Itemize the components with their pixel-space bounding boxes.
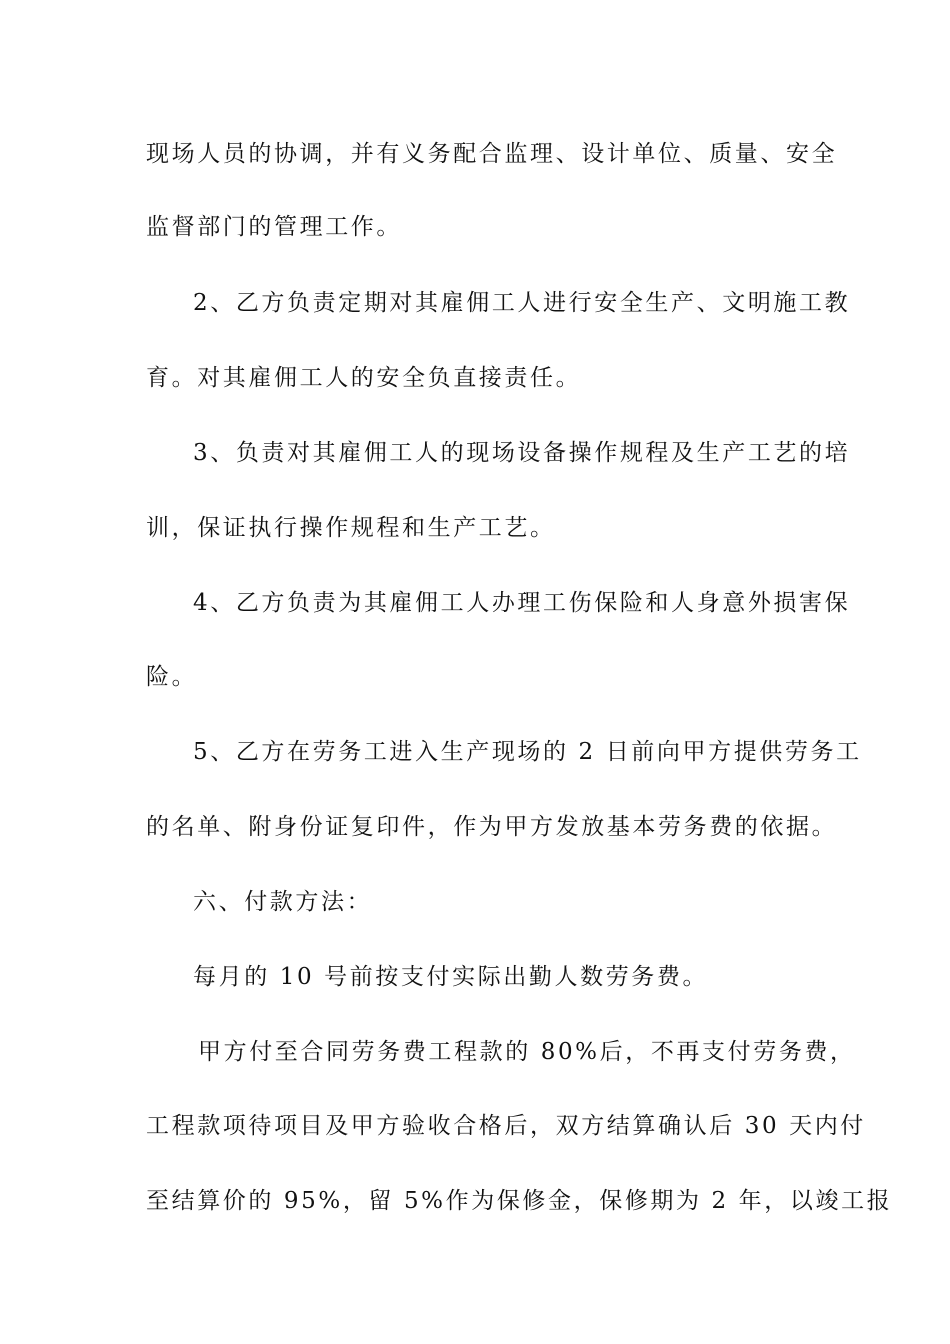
paragraph-line: 险。 (146, 664, 198, 690)
paragraph-line: 监督部门的管理工作。 (146, 214, 402, 240)
paragraph-line: 至结算价的 95%，留 5%作为保修金，保修期为 2 年，以竣工报 (146, 1188, 893, 1214)
paragraph-line: 工程款项待项目及甲方验收合格后，双方结算确认后 30 天内付 (146, 1113, 866, 1139)
paragraph-line: 2、乙方负责定期对其雇佣工人进行安全生产、文明施工教 (193, 290, 851, 316)
paragraph-line: 甲方付至合同劳务费工程款的 80%后，不再支付劳务费， (198, 1039, 856, 1065)
paragraph-line: 的名单、附身份证复印件，作为甲方发放基本劳务费的依据。 (146, 814, 838, 840)
paragraph-line: 5、乙方在劳务工进入生产现场的 2 日前向甲方提供劳务工 (193, 739, 862, 765)
paragraph-line: 每月的 10 号前按支付实际出勤人数劳务费。 (193, 964, 709, 990)
paragraph-line: 训，保证执行操作规程和生产工艺。 (146, 515, 556, 541)
paragraph-line: 育。对其雇佣工人的安全负直接责任。 (146, 365, 582, 391)
paragraph-line: 3、负责对其雇佣工人的现场设备操作规程及生产工艺的培 (193, 440, 851, 466)
section-heading: 六、付款方法： (193, 889, 373, 915)
paragraph-line: 现场人员的协调，并有义务配合监理、设计单位、质量、安全 (146, 141, 838, 167)
paragraph-line: 4、乙方负责为其雇佣工人办理工伤保险和人身意外损害保 (193, 590, 851, 616)
